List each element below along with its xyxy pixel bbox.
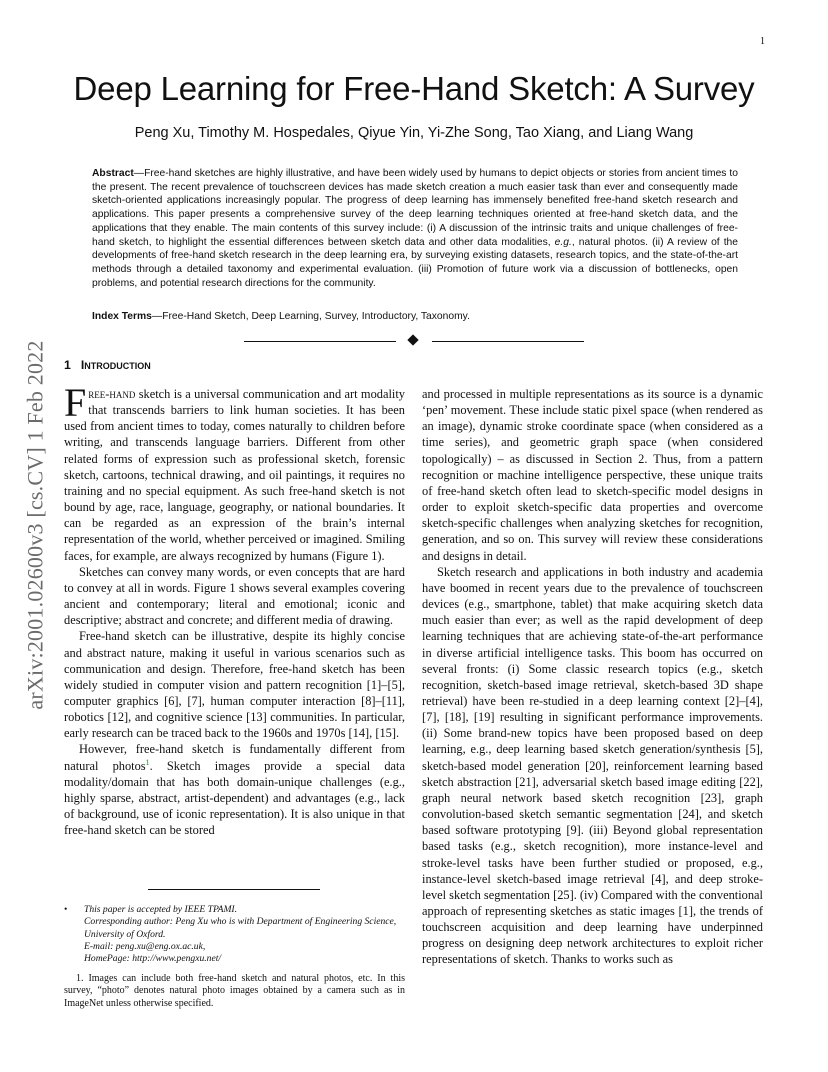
bullet-icon: • [64,904,68,915]
separator-diamond-icon [407,334,418,345]
abstract-label: Abstract [92,168,134,179]
abstract-eg: e.g. [554,236,572,248]
section-separator [244,334,584,348]
arxiv-identifier [15,290,57,760]
separator-line-left [244,341,396,342]
arxiv-identifier-text: arXiv:2001.02600v3 [cs.CV] 1 Feb 2022 [23,340,48,710]
right-paragraph-1: and processed in multiple representations as its source is a dynamic ‘pen’ movement. These include static pixel space (when rendered as an image), dynamic stroke coordinate space (when considered as a time series), and geometric graph space (when considered topologically) – as discussed in Section 2. Thus, from a pattern recognition or machine intelligence perspective, these unique traits of free-hand sketch often lead to sketch-specific model designs in order to exploit sketch-specific data properties and overcome sketch-specific challenges when analyzing sketches for recognition, generation, and so on. This survey will review these considerations and designs in detail. [422,387,763,563]
lead-in-text: ree-hand [88,387,136,401]
author-note-line-1: This paper is accepted by IEEE TPAMI. [84,904,238,915]
intro-paragraph-4 [64,741,405,838]
intro-paragraph-3: Free-hand sketch can be illustrative, despite its highly concise and abstract nature, making it useful in various scenarios such as communication and design. Therefore, free-hand sketch has been widely studied in computer vision and pattern recognition [1]–[5], computer graphics [6], [7], human computer interaction [8]–[11], robotics [12], and cognitive science [13] communities. In particular, early research can be traced back to the 1960s and 1970s [14], [15]. [64,629,405,741]
separator-line-right [432,341,584,342]
drop-cap: F [64,380,87,425]
paper-title: Deep Learning for Free-Hand Sketch: A Survey [73,70,755,107]
right-column [422,386,763,968]
intro-paragraph-1-text: sketch is a universal communication and art modality that transcends barriers to link human societies. It has been used from ancient times to today, comes naturally to children before writing, and transcends language barriers. Different from other related forms of expression such as professional sketch, forensic sketch, cartoons, technical drawing, and oil paintings, it requires no training and no special equipment. As such free-hand sketch is not bound by age, race, language, geography, or national boundaries. It can be regarded as an expression of the brain’s internal representation of the world, whether perceived or imagined. Smiling faces, for example, are always recognized by humans (Figure 1). [64,387,405,563]
intro-paragraph-2: Sketches can convey many words, or even concepts that are hard to convey at all in words. Figure 1 shows several examples covering ancient and contemporary; literal and emotional; iconic and descriptive; abstract and concrete; and different media of drawing. [64,564,405,628]
abstract [92,167,738,290]
author-note-line-2: Corresponding author: Peng Xu who is with Department of Engineering Science, University of Oxford. [84,916,397,940]
section-heading [64,358,151,372]
index-terms [92,311,738,322]
section-title: Introduction [80,358,151,372]
footnote-text: 1. Images can include both free-hand sketch and natural photos, etc. In this survey, “photo” denotes natural photo images obtained by a camera such as in ImageNet unless otherwise specified. [64,973,405,1009]
intro-paragraph-4-text-a: However, free-hand sketch is fundamentally different from natural photos [64,742,405,773]
author-list: Peng Xu, Timothy M. Hospedales, Qiyue Yin, Yi-Zhe Song, Tao Xiang, and Liang Wang [134,125,694,141]
author-note [64,904,405,965]
footnote [64,973,405,1010]
index-terms-label: Index Terms [92,311,152,322]
index-terms-text: —Free-Hand Sketch, Deep Learning, Survey, Introductory, Taxonomy. [151,311,470,322]
abstract-text-part2: , natural photos. (ii) A review of the developments of free-hand sketch research in the deep learning era, by surveying existing datasets, research topics, and the state-of-the-art methods through a detailed taxonomy and experimental evaluation. (iii) Promotion of future work via a discussion of bottlenecks, open problems, and potential research directions for the community. [92,236,739,289]
left-column [64,380,405,838]
page-number: 1 [760,36,765,47]
abstract-text-part1: —Free-hand sketches are highly illustrative, and have been widely used by humans to depict objects or stories from ancient times to the present. The recent prevalence of touchscreen devices has made sketch creation a much easier task than ever and consequently made sketch-oriented applications increasingly popular. The progress of deep learning has immensely benefited free-hand sketch research and applications. This paper presents a comprehensive survey of the deep learning techniques oriented at free-hand sketch data, and the applications that they enable. The main contents of this survey include: (i) A discussion of the intrinsic traits and unique challenges of free-hand sketch, to highlight the essential differences between sketch data and other data modalities, [92,168,738,248]
author-note-line-3: E-mail: peng.xu@eng.ox.ac.uk, [84,940,206,952]
section-number: 1 [64,358,71,372]
footnote-rule [148,889,320,890]
right-paragraph-2: Sketch research and applications in both industry and academia have boomed in recent years due to the prevalence of touchscreen devices (e.g., smartphone, tablet) that make acquiring sketch data much easier than ever; as well as the rapid development of deep learning techniques that are achieving state-of-the-art performance in diverse artificial intelligence tasks. This boom has occurred on several fronts: (i) Some classic research topics (e.g., sketch recognition, sketch-based image retrieval, sketch-based 3D shape retrieval) have been re-studied in a deep learning context [2]–[4], [7], [18], [19] resulting in significant performance improvements. (ii) Some brand-new topics have been proposed based on deep learning, e.g., deep learning based sketch generation/synthesis [5], sketch-based model generation [20], reinforcement learning based sketch abstraction [21], adversarial sketch based image editing [22], graph neural network based sketch recognition [23], graph convolution-based sketch semantic segmentation [24], and sketch based software prototyping [9]. (iii) Beyond global representation based tasks (e.g., sketch recognition), more instance-level and stroke-level tasks have been further studied or proposed, e.g., instance-level sketch-based image retrieval [4], and deep stroke-level sketch segmentation [25]. (iv) Compared with the conventional approach of representing sketches as static images [1], the trends of touchscreen acquisition and deep learning have underpinned progress on designing deep network architectures to exploit richer representations of sketch. Thanks to works such as [422,564,763,967]
author-note-line-4: HomePage: http://www.pengxu.net/ [84,953,222,965]
intro-paragraph-4-text-b: . Sketch images provide a special data modality/domain that has both domain-unique challenges (e.g., highly sparse, abstract, artist-dependent) and advantages (e.g., lack of background, use of iconic representation). It is also unique in that free-hand sketch can be stored [64,758,405,838]
intro-paragraph-1 [64,380,405,564]
footnote-marker[interactable]: 1 [145,757,150,767]
